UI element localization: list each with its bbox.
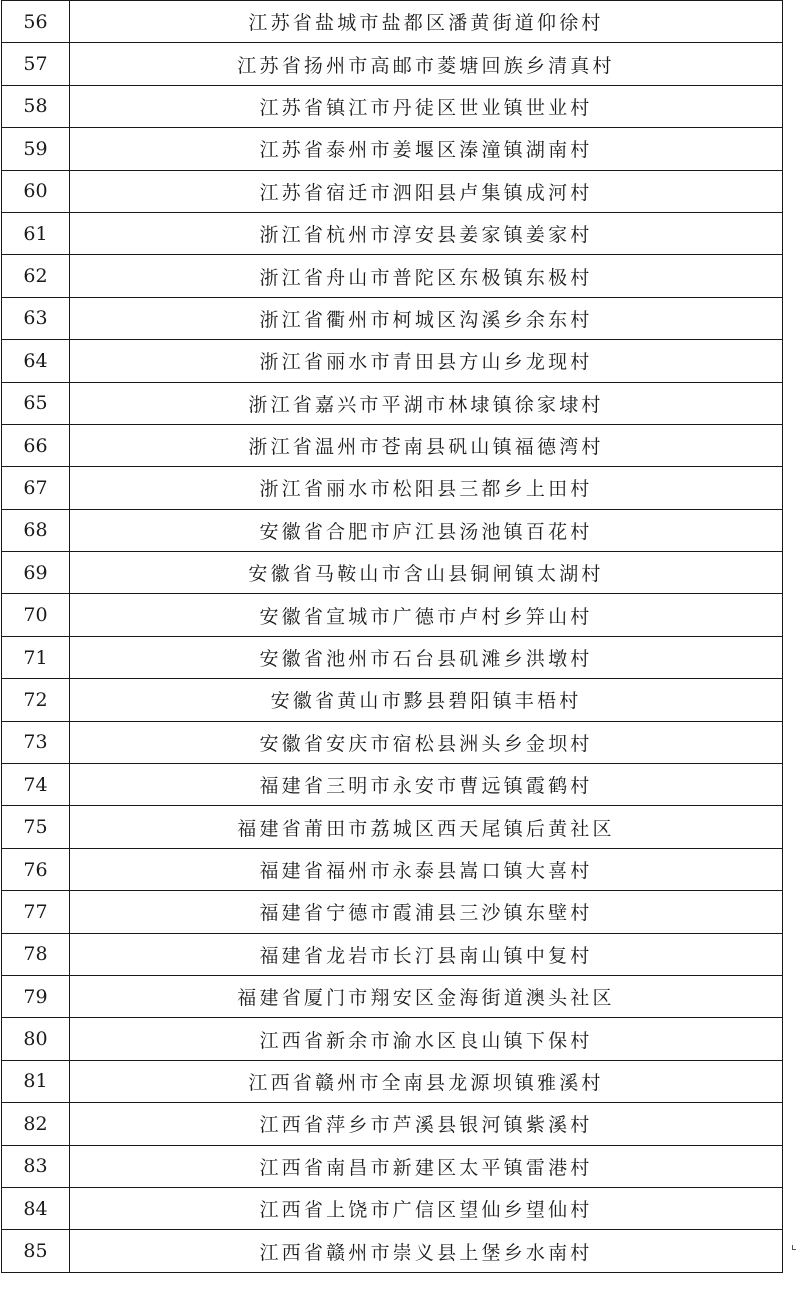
village-name: 浙江省杭州市淳安县姜家镇姜家村	[70, 212, 783, 254]
village-name: 浙江省丽水市松阳县三都乡上田村	[70, 467, 783, 509]
row-number: 68	[2, 509, 70, 551]
village-list-table-wrap	[1, 0, 783, 1273]
village-name: 安徽省宣城市广德市卢村乡笄山村	[70, 594, 783, 636]
table-row	[2, 721, 783, 763]
village-name: 江西省赣州市崇义县上堡乡水南村	[70, 1230, 783, 1272]
table-row	[2, 340, 783, 382]
table-row	[2, 594, 783, 636]
table-row	[2, 1145, 783, 1187]
table-row	[2, 891, 783, 933]
table-row	[2, 933, 783, 975]
row-number: 59	[2, 128, 70, 170]
village-name: 福建省龙岩市长汀县南山镇中复村	[70, 933, 783, 975]
village-name: 浙江省温州市苍南县矾山镇福德湾村	[70, 424, 783, 466]
table-row	[2, 1060, 783, 1102]
table-row	[2, 848, 783, 890]
row-number: 76	[2, 848, 70, 890]
village-name: 安徽省池州市石台县矶滩乡洪墩村	[70, 636, 783, 678]
row-number: 61	[2, 212, 70, 254]
village-name: 福建省三明市永安市曹远镇霞鹤村	[70, 764, 783, 806]
table-row	[2, 85, 783, 127]
row-number: 64	[2, 340, 70, 382]
table-row	[2, 975, 783, 1017]
row-number: 69	[2, 552, 70, 594]
table-row	[2, 128, 783, 170]
row-number: 78	[2, 933, 70, 975]
table-row	[2, 212, 783, 254]
table-row	[2, 1187, 783, 1229]
table-row	[2, 43, 783, 85]
village-name: 安徽省黄山市黟县碧阳镇丰梧村	[70, 679, 783, 721]
village-list-table	[1, 0, 783, 1273]
village-name: 浙江省嘉兴市平湖市林埭镇徐家埭村	[70, 382, 783, 424]
table-row	[2, 1230, 783, 1272]
village-name: 福建省宁德市霞浦县三沙镇东壁村	[70, 891, 783, 933]
table-row	[2, 636, 783, 678]
village-name: 江苏省盐城市盐都区潘黄街道仰徐村	[70, 1, 783, 43]
row-number: 66	[2, 424, 70, 466]
row-number: 58	[2, 85, 70, 127]
row-number: 85	[2, 1230, 70, 1272]
row-number: 74	[2, 764, 70, 806]
table-row	[2, 679, 783, 721]
village-name: 安徽省马鞍山市含山县铜闸镇太湖村	[70, 552, 783, 594]
village-name: 福建省莆田市荔城区西天尾镇后黄社区	[70, 806, 783, 848]
village-name: 浙江省舟山市普陀区东极镇东极村	[70, 255, 783, 297]
village-name: 江苏省泰州市姜堰区溱潼镇湖南村	[70, 128, 783, 170]
row-number: 81	[2, 1060, 70, 1102]
table-row	[2, 424, 783, 466]
table-row	[2, 170, 783, 212]
table-row	[2, 806, 783, 848]
row-number: 70	[2, 594, 70, 636]
village-name: 福建省福州市永泰县嵩口镇大喜村	[70, 848, 783, 890]
row-number: 63	[2, 297, 70, 339]
village-name: 福建省厦门市翔安区金海街道澳头社区	[70, 975, 783, 1017]
village-name: 江苏省宿迁市泗阳县卢集镇成河村	[70, 170, 783, 212]
row-number: 79	[2, 975, 70, 1017]
row-number: 77	[2, 891, 70, 933]
village-name: 江西省萍乡市芦溪县银河镇紫溪村	[70, 1103, 783, 1145]
row-number: 65	[2, 382, 70, 424]
table-row	[2, 382, 783, 424]
village-name: 江西省新余市渝水区良山镇下保村	[70, 1018, 783, 1060]
row-number: 71	[2, 636, 70, 678]
row-number: 80	[2, 1018, 70, 1060]
table-row	[2, 552, 783, 594]
table-row	[2, 1, 783, 43]
village-name: 江苏省扬州市高邮市菱塘回族乡清真村	[70, 43, 783, 85]
table-row	[2, 255, 783, 297]
village-name: 安徽省安庆市宿松县洲头乡金坝村	[70, 721, 783, 763]
row-number: 57	[2, 43, 70, 85]
village-name: 浙江省丽水市青田县方山乡龙现村	[70, 340, 783, 382]
table-body	[2, 1, 783, 1273]
village-name: 江苏省镇江市丹徒区世业镇世业村	[70, 85, 783, 127]
village-name: 江西省南昌市新建区太平镇雷港村	[70, 1145, 783, 1187]
row-number: 83	[2, 1145, 70, 1187]
table-row	[2, 297, 783, 339]
village-name: 浙江省衢州市柯城区沟溪乡余东村	[70, 297, 783, 339]
village-name: 江西省上饶市广信区望仙乡望仙村	[70, 1187, 783, 1229]
table-row	[2, 1103, 783, 1145]
village-name: 江西省赣州市全南县龙源坝镇雅溪村	[70, 1060, 783, 1102]
table-row	[2, 1018, 783, 1060]
table-row	[2, 764, 783, 806]
table-row	[2, 467, 783, 509]
row-number: 67	[2, 467, 70, 509]
row-number: 73	[2, 721, 70, 763]
row-number: 56	[2, 1, 70, 43]
row-number: 82	[2, 1103, 70, 1145]
table-row	[2, 509, 783, 551]
village-name: 安徽省合肥市庐江县汤池镇百花村	[70, 509, 783, 551]
row-number: 84	[2, 1187, 70, 1229]
row-number: 62	[2, 255, 70, 297]
row-number: 60	[2, 170, 70, 212]
page-corner-mark	[792, 1245, 796, 1250]
row-number: 72	[2, 679, 70, 721]
row-number: 75	[2, 806, 70, 848]
